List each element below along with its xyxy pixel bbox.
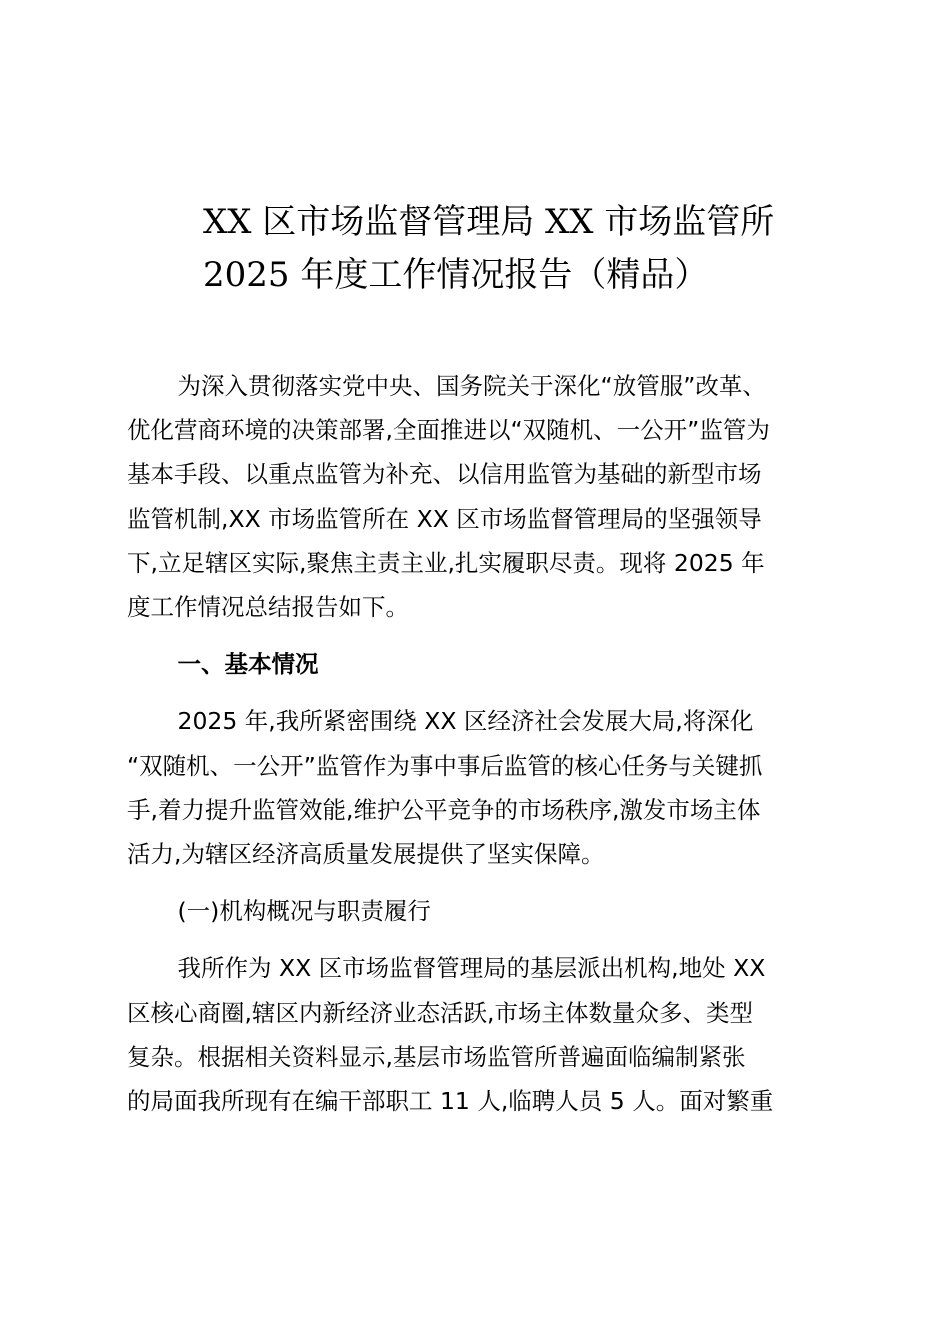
text-line: 我所作为 XX 区市场监督管理局的基层派出机构,地处 XX: [177, 954, 766, 983]
section-paragraph: [127, 699, 819, 876]
text-line: “双随机、一公开”监管作为事中事后监管的核心任务与关键抓: [127, 751, 763, 780]
text-line: 基本手段、以重点监管为补充、以信用监管为基础的新型市场: [127, 460, 762, 489]
section-heading: 一、基本情况: [177, 650, 319, 679]
title-line-1: XX 区市场监督管理局 XX 市场监管所: [203, 202, 775, 242]
subsection-paragraph: [127, 946, 819, 1123]
text-line: 下,立足辖区实际,聚焦主责主业,扎实履职尽责。现将 2025 年: [127, 548, 765, 577]
text-line: 监管机制,XX 市场监管所在 XX 区市场监督管理局的坚强领导: [127, 504, 762, 533]
text-line: 为深入贯彻落实党中央、国务院关于深化“放管服”改革、: [177, 372, 766, 400]
intro-paragraph: [127, 364, 819, 629]
text-line: 手,着力提升监管效能,维护公平竞争的市场秩序,激发市场主体: [127, 795, 761, 824]
document-body: [127, 364, 819, 1123]
text-line: 2025 年,我所紧密围绕 XX 区经济社会发展大局,将深化: [177, 707, 754, 736]
text-line: 活力,为辖区经济高质量发展提供了坚实保障。: [127, 840, 605, 869]
text-line: 度工作情况总结报告如下。: [127, 593, 409, 622]
title-line-2: 2025 年度工作情况报告（精品）: [203, 255, 709, 295]
text-line: 区核心商圈,辖区内新经济业态活跃,市场主体数量众多、类型: [127, 998, 753, 1027]
subsection-heading: (一)机构概况与职责履行: [177, 897, 431, 926]
document-title: [203, 196, 843, 302]
text-line: 优化营商环境的决策部署,全面推进以“双随机、一公开”监管为: [127, 416, 770, 445]
text-line: 复杂。根据相关资料显示,基层市场监管所普遍面临编制紧张: [127, 1042, 746, 1071]
text-line: 的局面我所现有在编干部职工 11 人,临聘人员 5 人。面对繁重: [127, 1087, 774, 1116]
